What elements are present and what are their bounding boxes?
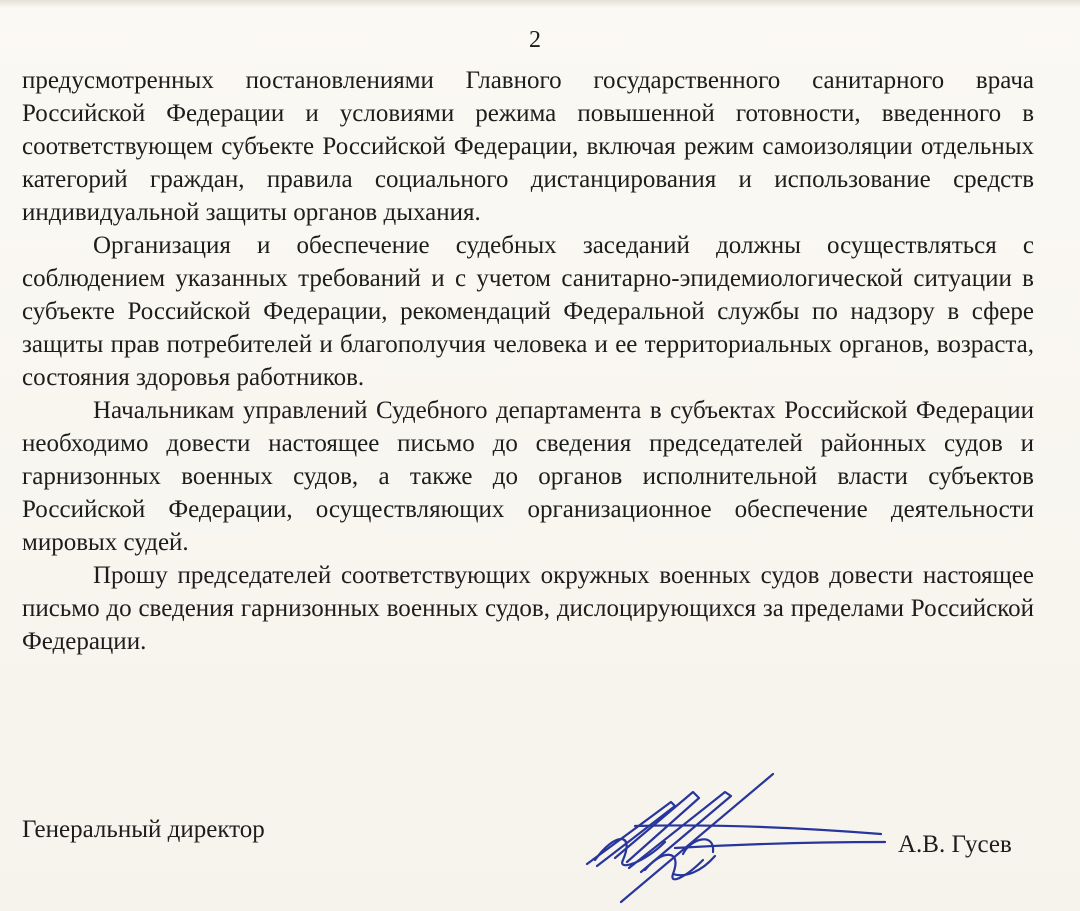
paragraph-court-sessions: Организация и обеспечение судебных заседаний должны осуществляться с соблюдением указанных требований и с учетом санитарно-эпидемиологической ситуации в субъекте Российской Федерации, рекомендаций Федеральной службы по надзору в сфере защиты прав потребителей и благополучия человека и ее территориальных органов, возраста, состояния здоровья работников.	[22, 232, 1034, 391]
signature-block	[0, 760, 1080, 911]
paragraph-department-heads: Начальникам управлений Судебного департамента в субъектах Российской Федерации необходимо довести настоящее письмо до сведения председателей районных судов и гарнизонных военных судов, а также до органов исполнительной власти субъектов Российской Федерации, осуществляющих организационное обеспечение деятельности мировых судей.	[22, 397, 1034, 556]
paragraph-military-courts: Прошу председателей соответствующих окружных военных судов довести настоящее письмо до сведения гарнизонных военных судов, дислоцирующихся за пределами Российской Федерации.	[22, 562, 1034, 655]
paragraph-continuation: предусмотренных постановлениями Главного государственного санитарного врача Российской Федерации и условиями режима повышенной готовности, введенного в соответствующем субъекте Российской Федерации, включая режим самоизоляции отдельных категорий граждан, правила социального дистанцирования и использование средств индивидуальной защиты органов дыхания.	[22, 67, 1034, 226]
scan-top-edge	[0, 0, 1080, 8]
letter-body	[22, 64, 1034, 658]
page-number: 2	[529, 27, 541, 53]
signer-position: Генеральный директор	[22, 816, 265, 843]
handwritten-signature-icon	[575, 762, 895, 910]
signer-name: А.В. Гусев	[898, 831, 1012, 858]
